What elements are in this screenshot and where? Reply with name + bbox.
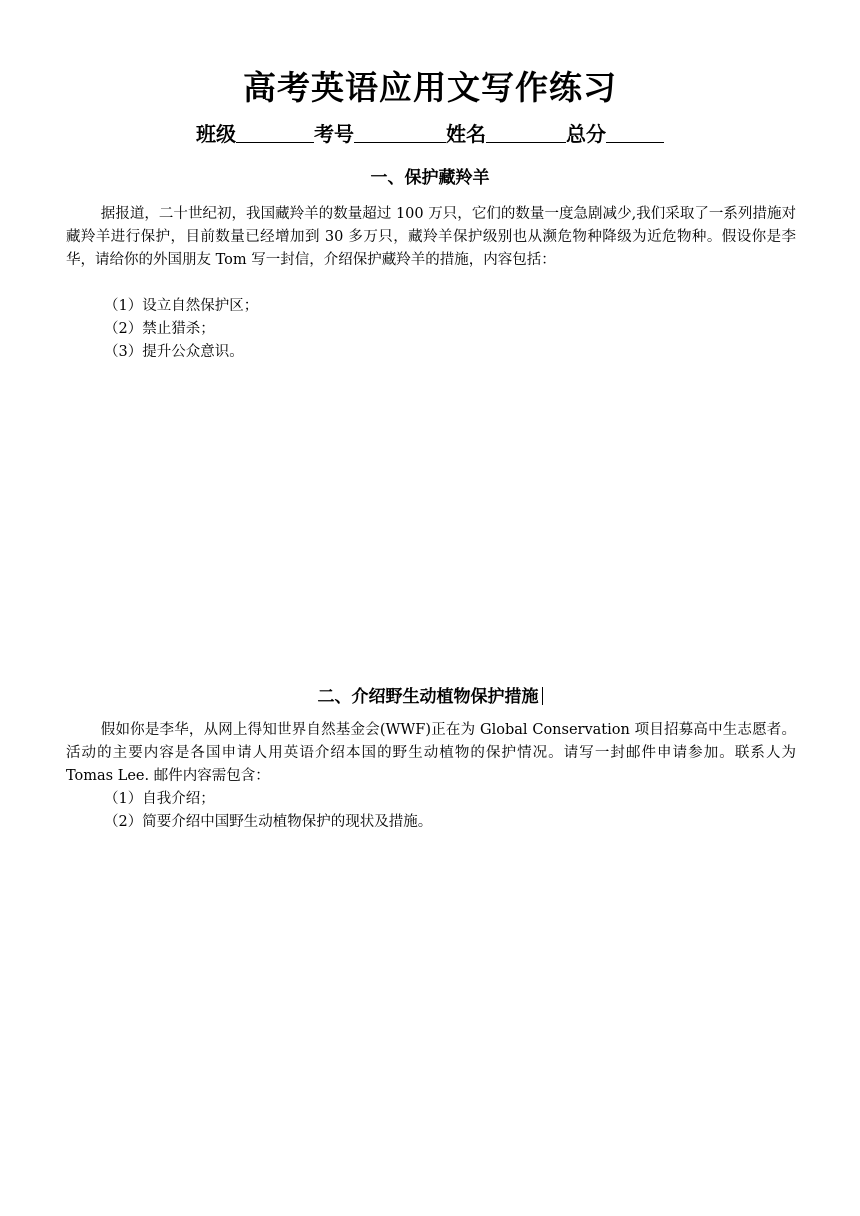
score-label: 总分 — [566, 122, 606, 146]
student-info-line — [0, 119, 860, 149]
section-1-item-1: （1）设立自然保护区； — [104, 298, 259, 314]
class-blank — [236, 120, 314, 143]
section-2-heading-line — [0, 684, 860, 710]
section-1-line-2: 了一系列措施对藏羚羊进行保护，目前数量已经增加到 30 多万只，藏羚羊保护级别也从濒危物种 — [66, 206, 797, 245]
section-1-line-1: 据报道，二十世纪初，我国藏羚羊的数量超过 100 万只，它们的数量一度急剧减少,我们采取 — [100, 206, 695, 222]
section-1-heading: 一、保护藏羚羊 — [370, 168, 490, 188]
section-1-line-4: 容包括： — [497, 252, 556, 268]
exam-number-label: 考号 — [314, 122, 354, 146]
name-label: 姓名 — [446, 122, 486, 146]
section-2-item-1: （1）自我介绍； — [104, 791, 215, 807]
section-2-heading: 二、介绍野生动植物保护措施 — [317, 687, 539, 707]
text-cursor-icon — [542, 687, 543, 705]
class-label: 班级 — [196, 122, 236, 146]
section-2-prompt — [66, 719, 796, 788]
section-2-line-1: 假如你是李华，从网上得知世界自然基金会(WWF)正在为 Global Conservation 项目招募高 — [100, 722, 709, 738]
section-1-item-3: （3）提升公众意识。 — [104, 344, 244, 360]
section-2-line-2: 中生志愿者。活动的主要内容是各国申请人用英语介绍本国的野生动植物的保护情况。请写一封 — [66, 722, 796, 761]
exam-number-blank — [354, 120, 446, 143]
section-2-line-3: 邮件申请参加。联系人为 Tomas Lee. 邮件内容需包含： — [66, 745, 796, 784]
section-1-line-3: 降级为近危物种。假设你是李华，请给你的外国朋友 Tom 写一封信，介绍保护藏羚羊的措施，内 — [66, 229, 797, 268]
name-blank — [486, 120, 566, 143]
section-1-prompt — [66, 203, 796, 272]
score-blank — [606, 120, 664, 143]
page-title: 高考英语应用文写作练习 — [243, 68, 617, 107]
section-2-item-2: （2）简要介绍中国野生动植物保护的现状及措施。 — [104, 814, 433, 830]
section-1-item-2: （2）禁止猎杀； — [104, 321, 215, 337]
